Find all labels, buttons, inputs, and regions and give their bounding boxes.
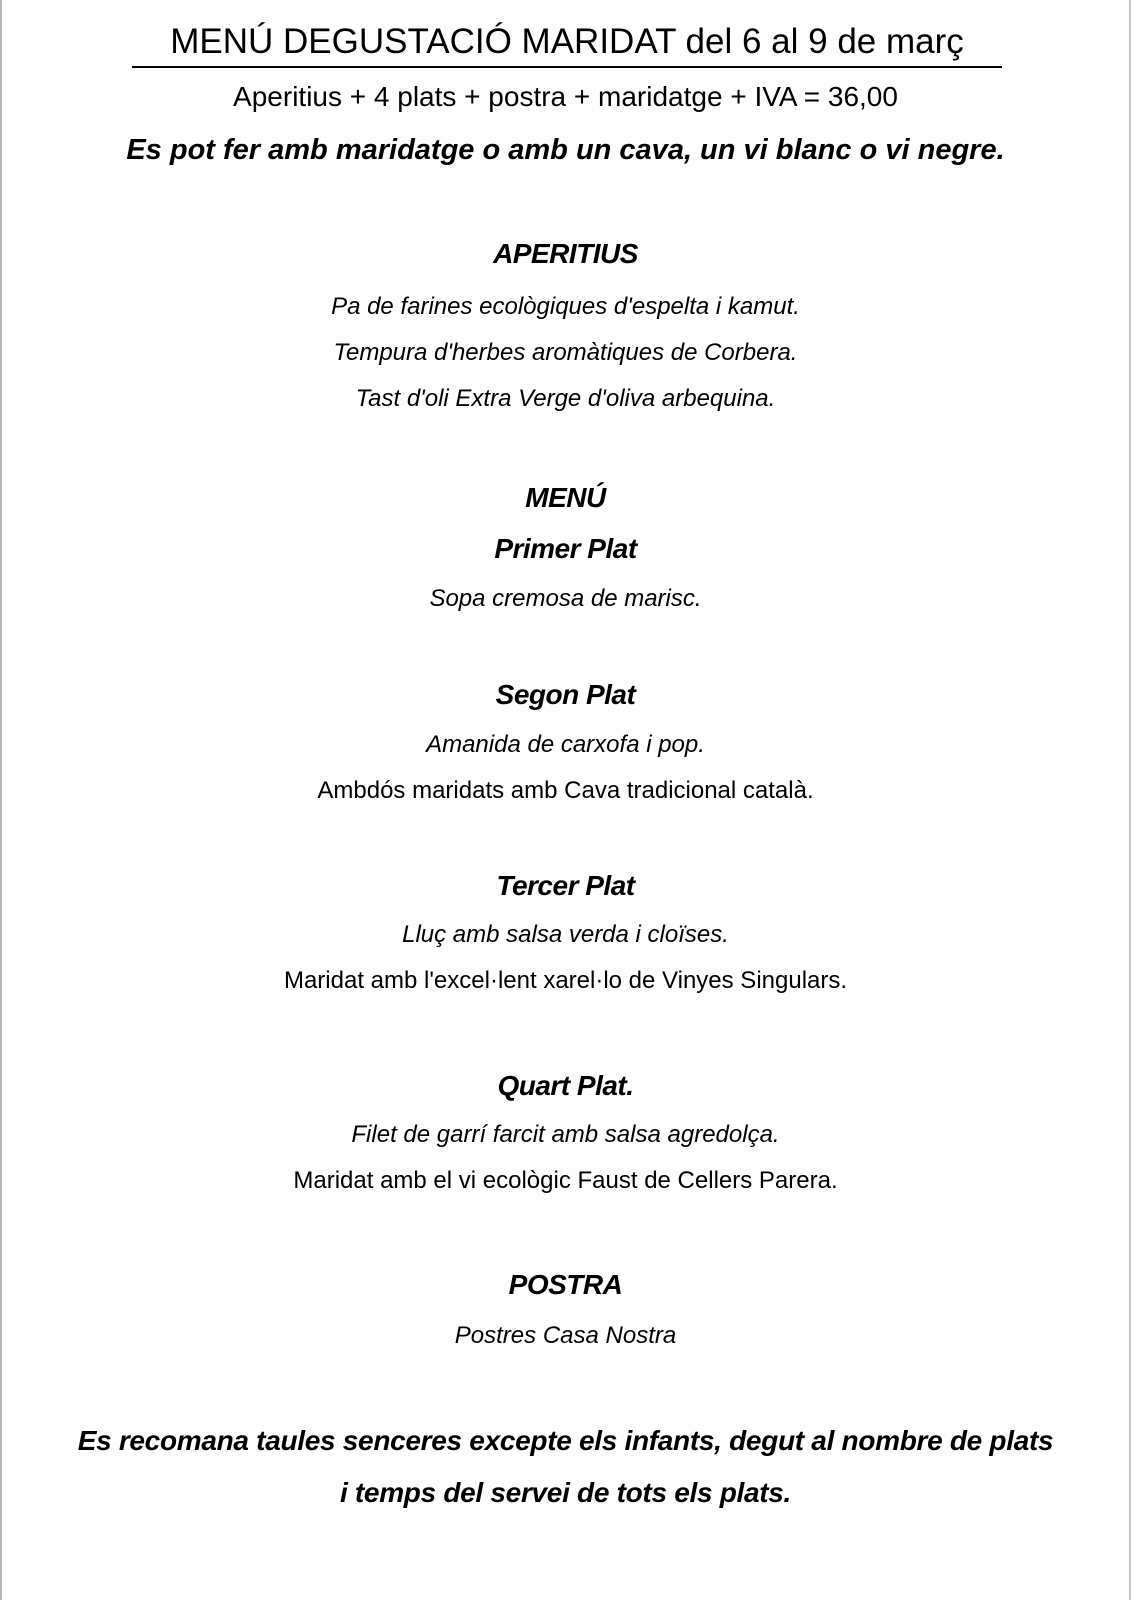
- course-heading-quart: Quart Plat.: [497, 1070, 634, 1101]
- course-heading-tercer: Tercer Plat: [496, 870, 635, 901]
- course-pairing-tercer: Maridat amb l'excel·lent xarel·lo de Vinyes Singulars.: [283, 967, 848, 994]
- closing-note-line-1: Es recomana taules senceres excepte els infants, degut al nombre de plats: [77, 1425, 1054, 1456]
- course-pairing-quart: Maridat amb el vi ecològic Faust de Cellers Parera.: [293, 1167, 838, 1194]
- menu-title: MENÚ DEGUSTACIÓ MARIDAT del 6 al 9 de març: [170, 22, 964, 61]
- section-heading-aperitius: APERITIUS: [493, 238, 638, 269]
- section-heading-postra: POSTRA: [508, 1269, 623, 1300]
- title-underline: [132, 66, 1002, 68]
- aperitiu-item: Tast d'oli Extra Verge d'oliva arbequina.: [355, 385, 776, 412]
- section-heading-menu: MENÚ: [525, 482, 606, 513]
- course-pairing-segon: Ambdós maridats amb Cava tradicional català.: [317, 777, 814, 804]
- pairing-note: Es pot fer amb maridatge o amb un cava, un vi blanc o vi negre.: [126, 134, 1005, 166]
- aperitiu-item: Tempura d'herbes aromàtiques de Corbera.: [333, 339, 798, 366]
- course-dish-segon: Amanida de carxofa i pop.: [426, 731, 705, 758]
- course-heading-primer: Primer Plat: [494, 533, 637, 564]
- price-summary: Aperitius + 4 plats + postra + maridatge + IVA = 36,00: [233, 81, 898, 112]
- aperitiu-item: Pa de farines ecològiques d'espelta i kamut.: [331, 293, 800, 320]
- course-dish-tercer: Lluç amb salsa verda i cloïses.: [402, 921, 729, 948]
- course-dish-primer: Sopa cremosa de marisc.: [429, 585, 702, 612]
- course-dish-quart: Filet de garrí farcit amb salsa agredolça.: [351, 1121, 780, 1148]
- closing-note-line-2: i temps del servei de tots els plats.: [339, 1477, 792, 1508]
- postra-item: Postres Casa Nostra: [454, 1322, 677, 1349]
- course-heading-segon: Segon Plat: [495, 679, 636, 710]
